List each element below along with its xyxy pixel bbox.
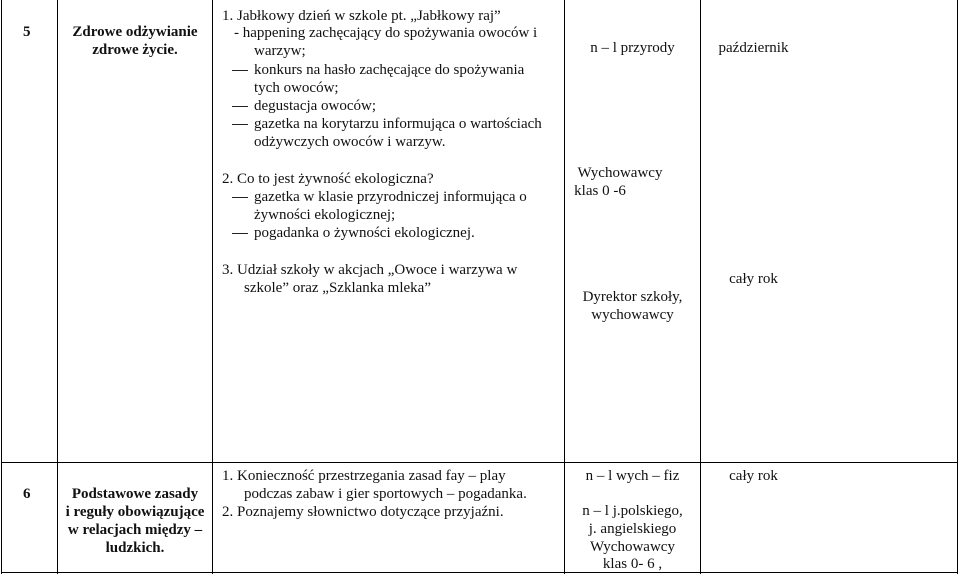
term: cały rok <box>729 468 778 484</box>
row-title-line: Podstawowe zasady <box>71 486 199 502</box>
term: październik <box>718 40 789 56</box>
responsible-person: n – l przyrody <box>590 40 675 56</box>
activity-line: pogadanka o żywności ekologicznej. <box>254 225 475 241</box>
list-dash <box>232 197 248 198</box>
responsible-person: j. angielskiego <box>588 521 677 537</box>
responsible-person: Dyrektor szkoły, <box>582 289 683 305</box>
activity-heading: 3. Udział szkoły w akcjach „Owoce i warzywa w <box>222 262 518 278</box>
table-border-right <box>957 0 958 574</box>
activity-line: podczas zabaw i gier sportowych – pogadanka. <box>244 486 527 502</box>
responsible-person: n – l j.polskiego, <box>582 503 683 519</box>
activity-heading: 1. Konieczność przestrzegania zasad fay – play <box>222 468 506 484</box>
activity-line: tych owoców; <box>254 80 339 96</box>
row-number: 5 <box>23 24 31 40</box>
responsible-person: klas 0 -6 <box>574 183 626 199</box>
activity-heading: 2. Co to jest żywność ekologiczna? <box>222 171 434 187</box>
column-divider <box>212 0 213 574</box>
activity-line: warzyw; <box>254 43 306 59</box>
activity-line: żywności ekologicznej; <box>254 207 396 223</box>
activity-line: degustacja owoców; <box>254 98 377 114</box>
activity-line: szkole” oraz „Szklanka mleka” <box>244 280 431 296</box>
activity-line: 2. Poznajemy słownictwo dotyczące przyjaźni. <box>222 504 504 520</box>
row-title-line: ludzkich. <box>105 540 165 556</box>
row-title-line: i reguły obowiązujące <box>65 504 205 520</box>
list-dash <box>232 70 248 71</box>
list-dash <box>232 124 248 125</box>
column-divider <box>564 0 565 574</box>
row-title-line: zdrowe życie. <box>92 42 178 58</box>
list-dash <box>232 233 248 234</box>
activity-line: odżywczych owoców i warzyw. <box>254 134 446 150</box>
responsible-person: Wychowawcy <box>577 165 663 181</box>
row-number: 6 <box>23 486 31 502</box>
responsible-person: klas 0- 6 , <box>602 556 663 572</box>
activity-heading: 1. Jabłkowy dzień w szkole pt. „Jabłkowy raj” <box>222 8 501 24</box>
row-title-line: Zdrowe odżywianie <box>72 24 198 40</box>
table-border-bottom <box>1 572 958 573</box>
responsible-person: wychowawcy <box>591 307 674 323</box>
list-dash <box>232 106 248 107</box>
term: cały rok <box>729 271 778 287</box>
table-border-left <box>1 0 2 574</box>
responsible-person: Wychowawcy <box>590 539 675 555</box>
responsible-person: n – l wych – fiz <box>585 468 680 484</box>
activity-line: - happening zachęcający do spożywania owoców i <box>234 25 538 41</box>
activity-line: konkurs na hasło zachęcające do spożywania <box>254 62 525 78</box>
row-divider <box>1 462 958 463</box>
row-title-line: w relacjach między – <box>67 522 203 538</box>
activity-line: gazetka na korytarzu informująca o wartościach <box>254 116 542 132</box>
activity-line: gazetka w klasie przyrodniczej informująca o <box>254 189 527 205</box>
